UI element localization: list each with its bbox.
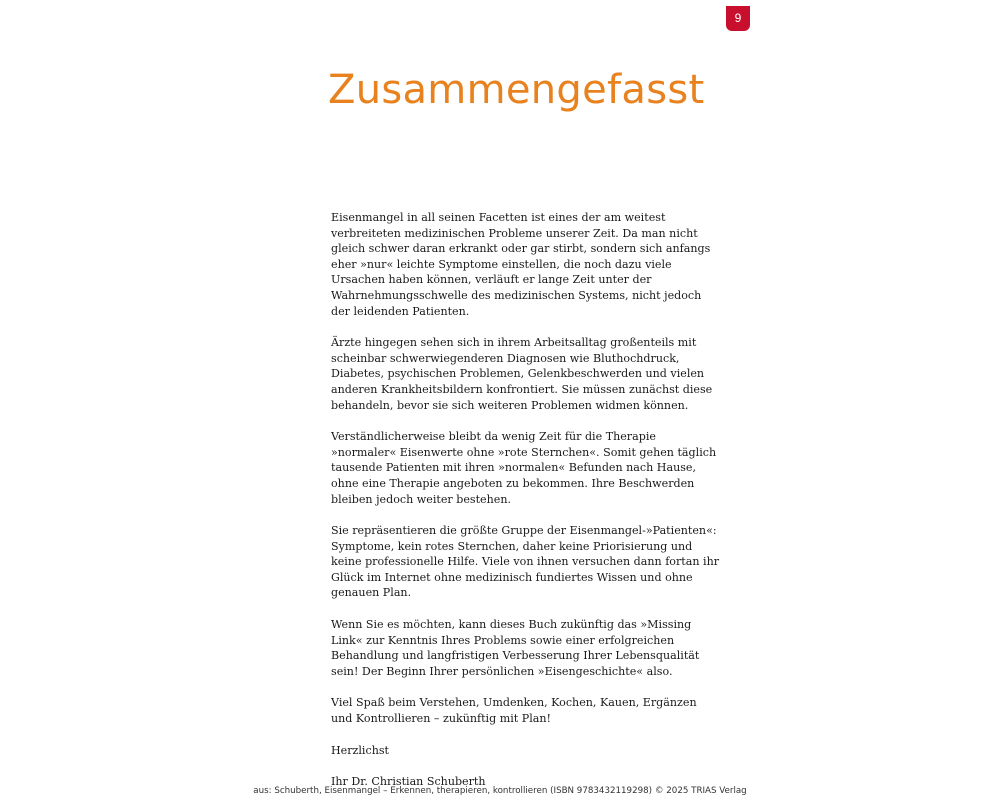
- paragraph: Sie repräsentieren die größte Gruppe der Eisenmangel-»Patienten«: Symptome, kein rotes Sternchen, daher keine Priorisierung und keine professionelle Hilfe. Viele von ihnen versuchen dann fortan ihr Glück im Internet ohne medizinisch fundiertes Wissen und ohne genauen Plan.: [331, 524, 720, 600]
- page-number-badge: 9: [726, 6, 750, 31]
- paragraph: Eisenmangel in all seinen Facetten ist eines der am weitest verbreiteten medizinischen Probleme unserer Zeit. Da man nicht gleich schwer daran erkrankt oder gar stirbt, sondern sich anfangs eher »nur« leichte Symptome einstellen, die noch dazu viele Ursachen haben können, verläuft er lange Zeit unter der Wahrnehmungsschwelle des medizinischen Systems, nicht jedoch der leidenden Patienten.: [331, 211, 711, 318]
- paragraph: Ärzte hingegen sehen sich in ihrem Arbeitsalltag großenteils mit scheinbar schwerwiegenderen Diagnosen wie Bluthochdruck, Diabetes, psychischen Problemen, Gelenkbeschwerden und vielen anderen Krankheitsbildern konfrontiert. Sie müssen zunächst diese behandeln, bevor sie sich weiteren Problemen widmen können.: [331, 336, 713, 412]
- signature: Ihr Dr. Christian Schuberth: [331, 775, 486, 789]
- paragraph: Verständlicherweise bleibt da wenig Zeit für die Therapie »normaler« Eisenwerte ohne »rote Sternchen«. Somit gehen täglich tausende Patienten mit ihren »normalen« Befunden nach Hause, ohne eine Therapie angeboten zu bekommen. Ihre Beschwerden bleiben jedoch weiter bestehen.: [331, 430, 717, 506]
- source-footer: aus: Schuberth, Eisenmangel – Erkennen, therapieren, kontrollieren (ISBN 9783432119298) © 2025 TRIAS Verlag: [253, 786, 747, 796]
- paragraph: Viel Spaß beim Verstehen, Umdenken, Kochen, Kauen, Ergänzen und Kontrollieren – zukünftig mit Plan!: [331, 696, 697, 726]
- body-text: [331, 210, 721, 806]
- paragraph: Wenn Sie es möchten, kann dieses Buch zukünftig das »Missing Link« zur Kenntnis Ihres Problems sowie einer erfolgreichen Behandlung und langfristigen Verbesserung Ihrer Lebensqualität sein! Der Beginn Ihrer persönlichen »Eisengeschichte« also.: [331, 618, 700, 678]
- page-title: Zusammengefasst: [328, 67, 705, 113]
- closing-line: Herzlichst: [331, 743, 389, 757]
